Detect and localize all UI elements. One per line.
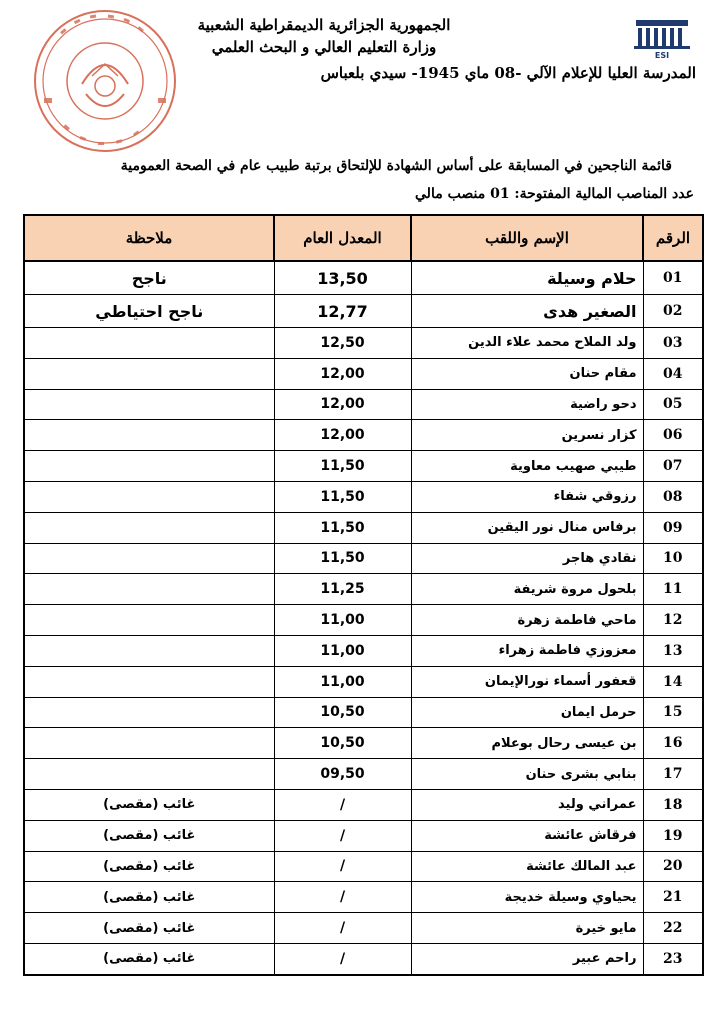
row-number: 20 — [643, 851, 703, 882]
row-note: غائب (مقصى) — [24, 882, 274, 913]
row-name: حلام وسيلة — [411, 261, 643, 295]
row-number: 14 — [643, 666, 703, 697]
row-name: معزوزي فاطمة زهراء — [411, 635, 643, 666]
table-row — [24, 574, 703, 605]
row-note: غائب (مقصى) — [24, 820, 274, 851]
table-header-row — [24, 215, 703, 261]
row-note — [24, 328, 274, 359]
row-average: 12,00 — [274, 358, 411, 389]
row-average: / — [274, 913, 411, 944]
row-name: بن عيسى رحال بوعلام — [411, 728, 643, 759]
row-note — [24, 759, 274, 790]
row-average: / — [274, 820, 411, 851]
row-number: 19 — [643, 820, 703, 851]
open-posts-count: عدد المناصب المالية المفتوحة: 01 منصب مالي — [415, 186, 694, 202]
results-table — [23, 214, 704, 976]
row-average: / — [274, 882, 411, 913]
row-name: دحو راضية — [411, 389, 643, 420]
row-note — [24, 666, 274, 697]
row-number: 03 — [643, 328, 703, 359]
row-number: 02 — [643, 295, 703, 328]
row-note — [24, 543, 274, 574]
row-name: مايو خيرة — [411, 913, 643, 944]
row-name: الصغير هدى — [411, 295, 643, 328]
row-average: 11,50 — [274, 543, 411, 574]
row-average: 11,00 — [274, 605, 411, 636]
row-number: 09 — [643, 512, 703, 543]
row-number: 12 — [643, 605, 703, 636]
row-name: بنابي بشرى حنان — [411, 759, 643, 790]
row-note: ناجح احتياطي — [24, 295, 274, 328]
row-note: غائب (مقصى) — [24, 789, 274, 820]
table-row — [24, 759, 703, 790]
row-average: 10,50 — [274, 697, 411, 728]
row-note — [24, 451, 274, 482]
row-average: 12,77 — [274, 295, 411, 328]
row-name: راحم عبير — [411, 943, 643, 974]
table-row — [24, 635, 703, 666]
row-name: ولد الملاح محمد علاء الدين — [411, 328, 643, 359]
row-average: 11,50 — [274, 451, 411, 482]
row-number: 08 — [643, 481, 703, 512]
row-average: 09,50 — [274, 759, 411, 790]
table-row — [24, 851, 703, 882]
row-name: ماحي فاطمة زهرة — [411, 605, 643, 636]
row-number: 07 — [643, 451, 703, 482]
row-average: / — [274, 851, 411, 882]
row-average: / — [274, 943, 411, 974]
row-average: 11,00 — [274, 666, 411, 697]
row-note: غائب (مقصى) — [24, 913, 274, 944]
table-row — [24, 882, 703, 913]
table-row — [24, 605, 703, 636]
table-row — [24, 481, 703, 512]
row-average: 10,50 — [274, 728, 411, 759]
row-name: فرقاش عائشة — [411, 820, 643, 851]
republic-name: الجمهورية الجزائرية الديمقراطية الشعبية — [197, 16, 451, 34]
table-body — [24, 261, 703, 975]
row-name: يحياوي وسيلة خديجة — [411, 882, 643, 913]
row-number: 01 — [643, 261, 703, 295]
table-row — [24, 728, 703, 759]
document-header — [154, 14, 494, 58]
row-note: غائب (مقصى) — [24, 943, 274, 974]
table-row — [24, 943, 703, 974]
school-name: المدرسة العليا للإعلام الآلي -08 ماي 1945- سيدي بلعباس — [320, 64, 696, 82]
row-note — [24, 697, 274, 728]
row-number: 23 — [643, 943, 703, 974]
row-average: 12,50 — [274, 328, 411, 359]
header-num: الرقم — [643, 215, 703, 261]
header-note: ملاحظة — [24, 215, 274, 261]
row-average: / — [274, 789, 411, 820]
row-name: عبد المالك عائشة — [411, 851, 643, 882]
table-row — [24, 358, 703, 389]
row-number: 15 — [643, 697, 703, 728]
row-average: 11,00 — [274, 635, 411, 666]
logo-text: ESI — [654, 51, 670, 60]
row-number: 16 — [643, 728, 703, 759]
row-note: ناجح — [24, 261, 274, 295]
row-number: 18 — [643, 789, 703, 820]
row-note — [24, 574, 274, 605]
row-number: 13 — [643, 635, 703, 666]
row-number: 04 — [643, 358, 703, 389]
table-row — [24, 420, 703, 451]
row-name: عمراني وليد — [411, 789, 643, 820]
row-number: 21 — [643, 882, 703, 913]
document-title: قائمة الناجحين في المسابقة على أساس الشهادة للإلتحاق برتبة طبيب عام في الصحة العمومية — [120, 158, 672, 174]
row-note — [24, 512, 274, 543]
row-name: حرمل ايمان — [411, 697, 643, 728]
row-note — [24, 358, 274, 389]
row-name: رزوقي شفاء — [411, 481, 643, 512]
row-average: 11,50 — [274, 481, 411, 512]
table-row — [24, 913, 703, 944]
table-row — [24, 789, 703, 820]
school-logo-icon — [630, 18, 694, 60]
row-note — [24, 420, 274, 451]
row-name: طيبي صهيب معاوية — [411, 451, 643, 482]
row-name: مقام حنان — [411, 358, 643, 389]
table-row — [24, 328, 703, 359]
row-average: 12,00 — [274, 389, 411, 420]
row-number: 06 — [643, 420, 703, 451]
row-average: 12,00 — [274, 420, 411, 451]
header-average: المعدل العام — [274, 215, 411, 261]
row-number: 05 — [643, 389, 703, 420]
row-name: كزار نسرين — [411, 420, 643, 451]
ministry-name: وزارة التعليم العالي و البحث العلمي — [211, 38, 437, 56]
table-row — [24, 820, 703, 851]
row-note — [24, 635, 274, 666]
row-note — [24, 389, 274, 420]
row-number: 17 — [643, 759, 703, 790]
table-row — [24, 389, 703, 420]
row-note: غائب (مقصى) — [24, 851, 274, 882]
row-name: نقادي هاجر — [411, 543, 643, 574]
table-row — [24, 543, 703, 574]
row-number: 22 — [643, 913, 703, 944]
row-average: 11,25 — [274, 574, 411, 605]
row-average: 11,50 — [274, 512, 411, 543]
row-name: بلحول مروة شريفة — [411, 574, 643, 605]
row-number: 11 — [643, 574, 703, 605]
table-row — [24, 261, 703, 295]
row-average: 13,50 — [274, 261, 411, 295]
row-name: قعفور أسماء نورالإيمان — [411, 666, 643, 697]
table-row — [24, 697, 703, 728]
table-row — [24, 451, 703, 482]
row-number: 10 — [643, 543, 703, 574]
table-row — [24, 295, 703, 328]
row-note — [24, 481, 274, 512]
row-note — [24, 605, 274, 636]
table-row — [24, 666, 703, 697]
row-note — [24, 728, 274, 759]
row-name: برفاس منال نور اليقين — [411, 512, 643, 543]
table-row — [24, 512, 703, 543]
header-name: الإسم واللقب — [411, 215, 643, 261]
